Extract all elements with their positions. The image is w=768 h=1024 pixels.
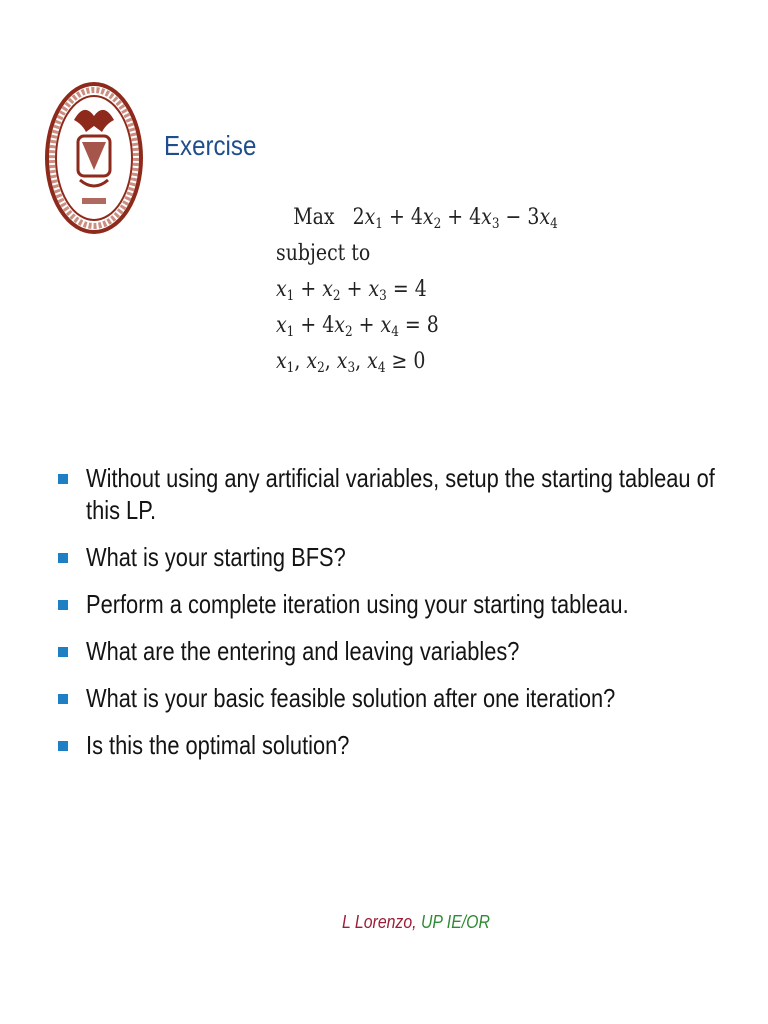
square-bullet-icon [58,474,68,484]
list-item: What are the entering and leaving variables? [58,635,738,667]
university-seal-icon [44,80,144,236]
list-item: What is your starting BFS? [58,541,738,573]
square-bullet-icon [58,553,68,563]
lp-formulation [276,200,604,380]
constraint-1: $x_1 + x_2 + x_3 = 4$ [276,277,427,304]
footer-org: UP IE/OR [420,912,490,932]
list-item: Without using any artificial variables, setup the starting tableau of this LP. [58,462,738,526]
question-list [58,462,738,776]
objective-keyword: Max [293,205,335,230]
square-bullet-icon [58,647,68,657]
constraint-2: $x_1 + 4x_2 + x_4 = 8$ [276,313,439,340]
square-bullet-icon [58,694,68,704]
list-item: Perform a complete iteration using your starting tableau. [58,588,738,620]
square-bullet-icon [58,600,68,610]
list-item: Is this the optimal solution? [58,729,738,761]
subject-to-label: subject to [276,241,371,266]
objective-function: Max $2x_1 + 4x_2 + 4x_3 - 3x_4$ [293,205,558,232]
nonnegativity-constraint: $x_1$, $x_2$, $x_3$, $x_4 \ge 0$ [276,349,426,376]
slide-footer [342,912,490,933]
square-bullet-icon [58,741,68,751]
slide-title: Exercise [164,130,257,161]
list-item: What is your basic feasible solution after one iteration? [58,682,738,714]
footer-author: L Lorenzo, [342,912,417,932]
